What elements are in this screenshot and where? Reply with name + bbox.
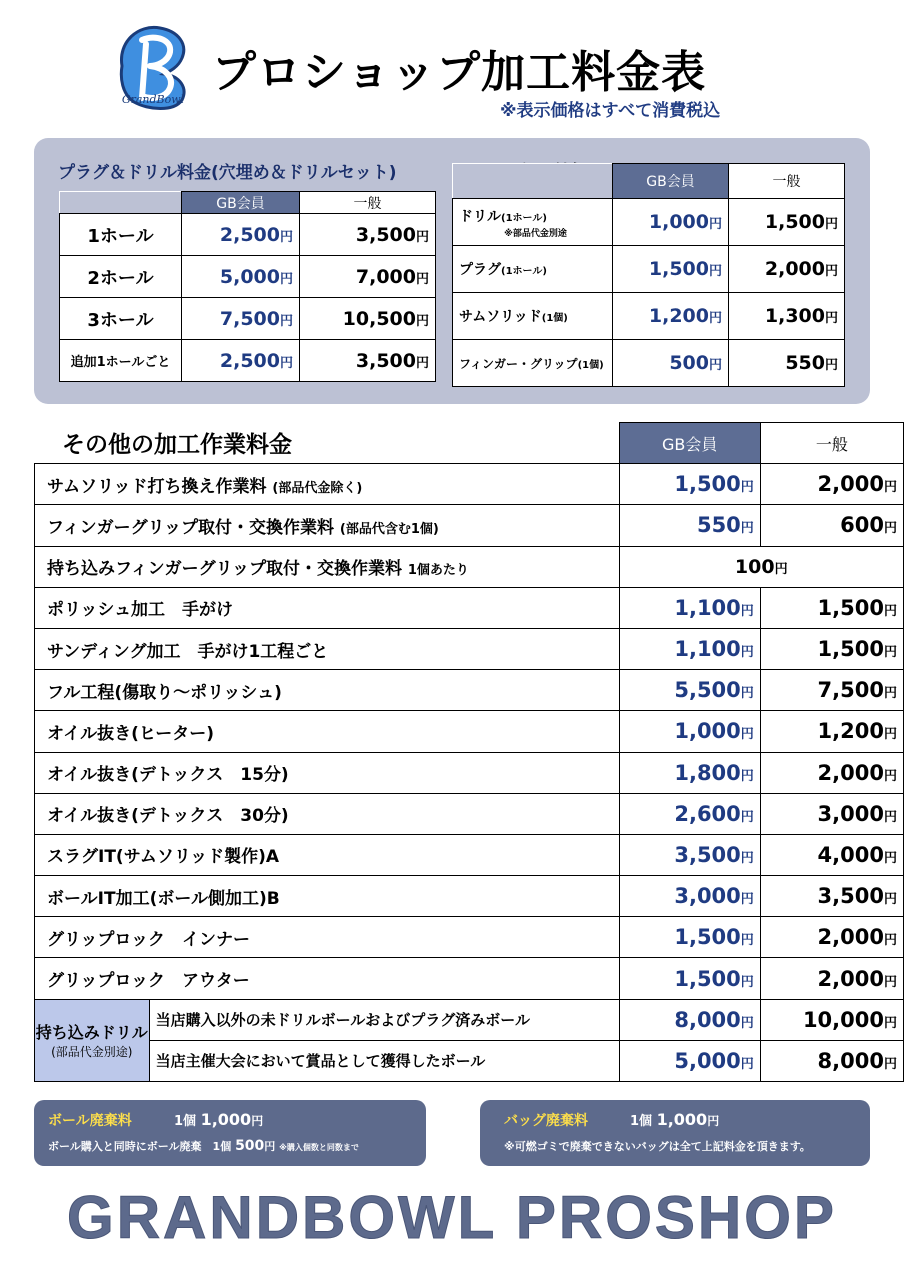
row-label: オイル抜き(デトックス 30分) bbox=[35, 793, 620, 834]
gb-price: 3,500円 bbox=[619, 834, 760, 875]
row-label: 3ホール bbox=[60, 298, 182, 340]
table-row bbox=[35, 546, 904, 587]
general-price: 3,500円 bbox=[300, 214, 436, 256]
table-row bbox=[35, 917, 904, 958]
gb-price: 8,000円 bbox=[619, 999, 760, 1040]
plug-drill-title: プラグ＆ドリル料金(穴埋め＆ドリルセット) bbox=[58, 163, 397, 183]
row-label: オイル抜き(ヒーター) bbox=[35, 711, 620, 752]
gb-price: 5,000円 bbox=[619, 1040, 760, 1081]
gb-price: 2,500円 bbox=[182, 214, 300, 256]
col-gb-member: GB会員 bbox=[619, 423, 760, 464]
row-label: フィンガー・グリップ(1個) bbox=[453, 340, 613, 387]
table-row bbox=[60, 214, 436, 256]
table-row bbox=[35, 670, 904, 711]
table-row bbox=[35, 711, 904, 752]
table-row bbox=[35, 628, 904, 669]
general-price: 2,000円 bbox=[760, 464, 903, 505]
row-label: オイル抜き(デトックス 15分) bbox=[35, 752, 620, 793]
general-price: 7,500円 bbox=[760, 670, 903, 711]
general-price: 1,500円 bbox=[760, 628, 903, 669]
table-row bbox=[35, 999, 904, 1040]
gb-price: 1,100円 bbox=[619, 587, 760, 628]
gb-price: 1,800円 bbox=[619, 752, 760, 793]
gb-price: 1,500円 bbox=[619, 464, 760, 505]
table-row bbox=[60, 256, 436, 298]
row-label: 2ホール bbox=[60, 256, 182, 298]
table-row bbox=[35, 505, 904, 546]
col-general: 一般 bbox=[729, 164, 845, 199]
row-label: 持ち込みフィンガーグリップ取付・交換作業料 1個あたり bbox=[35, 546, 620, 587]
general-price: 2,000円 bbox=[760, 917, 903, 958]
col-general: 一般 bbox=[300, 192, 436, 214]
page-title: プロショップ加工料金表 bbox=[212, 47, 707, 98]
row-label: サムソリッド打ち換え作業料 (部品代金除く) bbox=[35, 464, 620, 505]
table-row bbox=[35, 464, 904, 505]
row-label: フル工程(傷取り～ポリッシュ) bbox=[35, 670, 620, 711]
table-row bbox=[35, 958, 904, 999]
row-label: スラグIT(サムソリッド製作)A bbox=[35, 834, 620, 875]
parts-table bbox=[452, 163, 845, 387]
general-price: 1,500円 bbox=[760, 587, 903, 628]
general-price: 8,000円 bbox=[760, 1040, 903, 1081]
table-row bbox=[35, 1040, 904, 1081]
ball-disposal-box bbox=[34, 1100, 426, 1166]
bring-in-label: 持ち込みドリル (部品代金別途) bbox=[35, 999, 150, 1081]
plug-drill-table bbox=[59, 191, 436, 382]
row-label: グリップロック インナー bbox=[35, 917, 620, 958]
col-general: 一般 bbox=[760, 423, 903, 464]
general-price: 10,500円 bbox=[300, 298, 436, 340]
general-price: 1,300円 bbox=[729, 293, 845, 340]
table-row bbox=[453, 199, 845, 246]
gb-price: 1,500円 bbox=[619, 958, 760, 999]
bag-disposal-title: バッグ廃棄料 bbox=[504, 1113, 588, 1129]
table-row bbox=[453, 246, 845, 293]
general-price: 1,200円 bbox=[760, 711, 903, 752]
corner-blank bbox=[453, 164, 613, 199]
gb-price: 5,500円 bbox=[619, 670, 760, 711]
general-price: 3,500円 bbox=[300, 340, 436, 382]
general-price: 4,000円 bbox=[760, 834, 903, 875]
general-price: 3,000円 bbox=[760, 793, 903, 834]
row-label: グリップロック アウター bbox=[35, 958, 620, 999]
general-price: 600円 bbox=[760, 505, 903, 546]
table-row bbox=[453, 340, 845, 387]
gb-price: 7,500円 bbox=[182, 298, 300, 340]
general-price: 550円 bbox=[729, 340, 845, 387]
row-label: 追加1ホールごと bbox=[60, 340, 182, 382]
gb-price: 1,500円 bbox=[619, 917, 760, 958]
table-row bbox=[35, 752, 904, 793]
table-row bbox=[453, 293, 845, 340]
table-row bbox=[60, 340, 436, 382]
row-label: ドリル(1ホール) ※部品代金別途 bbox=[453, 199, 613, 246]
ball-disposal-title: ボール廃棄料 bbox=[48, 1113, 132, 1129]
bag-disposal-note: ※可燃ゴミで廃棄できないバッグは全て上記料金を頂きます。 bbox=[504, 1140, 811, 1153]
row-label: 当店購入以外の未ドリルボールおよびプラグ済みボール bbox=[149, 999, 619, 1040]
general-price: 7,000円 bbox=[300, 256, 436, 298]
gb-price: 2,500円 bbox=[182, 340, 300, 382]
table-row bbox=[35, 793, 904, 834]
gb-price: 1,000円 bbox=[619, 711, 760, 752]
other-services-table bbox=[34, 422, 904, 1082]
corner-blank bbox=[60, 192, 182, 214]
row-label: フィンガーグリップ取付・交換作業料 (部品代含む1個) bbox=[35, 505, 620, 546]
row-label: プラグ(1ホール) bbox=[453, 246, 613, 293]
row-label: ポリッシュ加工 手がけ bbox=[35, 587, 620, 628]
ball-disposal-discount: ボール購入と同時にボール廃棄 1個 500円 ※購入個数と同数まで bbox=[48, 1138, 359, 1154]
gb-price: 1,000円 bbox=[613, 199, 729, 246]
bag-disposal-box bbox=[480, 1100, 870, 1166]
col-gb-member: GB会員 bbox=[182, 192, 300, 214]
gb-price: 500円 bbox=[613, 340, 729, 387]
row-label: サンディング加工 手がけ1工程ごと bbox=[35, 628, 620, 669]
general-price: 10,000円 bbox=[760, 999, 903, 1040]
general-price: 2,000円 bbox=[729, 246, 845, 293]
row-label: ボールIT加工(ボール側加工)B bbox=[35, 876, 620, 917]
table-row bbox=[60, 298, 436, 340]
gb-price: 1,100円 bbox=[619, 628, 760, 669]
gb-price: 2,600円 bbox=[619, 793, 760, 834]
bag-disposal-price: 1個 1,000円 bbox=[630, 1110, 720, 1129]
ball-disposal-price: 1個 1,000円 bbox=[174, 1110, 264, 1129]
gb-price: 550円 bbox=[619, 505, 760, 546]
row-label: サムソリッド(1個) bbox=[453, 293, 613, 340]
general-price: 1,500円 bbox=[729, 199, 845, 246]
table-row bbox=[35, 876, 904, 917]
row-label: 1ホール bbox=[60, 214, 182, 256]
table-row bbox=[35, 834, 904, 875]
gb-price: 1,200円 bbox=[613, 293, 729, 340]
table-row bbox=[35, 587, 904, 628]
logo-text: GrandBowl bbox=[121, 93, 185, 106]
general-price: 3,500円 bbox=[760, 876, 903, 917]
row-label: 当店主催大会において賞品として獲得したボール bbox=[149, 1040, 619, 1081]
gb-price: 3,000円 bbox=[619, 876, 760, 917]
gb-price: 5,000円 bbox=[182, 256, 300, 298]
other-services-title: その他の加工作業料金 bbox=[62, 432, 292, 458]
general-price: 2,000円 bbox=[760, 752, 903, 793]
footer-brand: GRANDBOWL PROSHOP bbox=[67, 1184, 837, 1251]
general-price: 2,000円 bbox=[760, 958, 903, 999]
flat-price: 100円 bbox=[619, 546, 904, 587]
col-gb-member: GB会員 bbox=[613, 164, 729, 199]
tax-note: ※表示価格はすべて消費税込 bbox=[500, 101, 721, 121]
gb-price: 1,500円 bbox=[613, 246, 729, 293]
